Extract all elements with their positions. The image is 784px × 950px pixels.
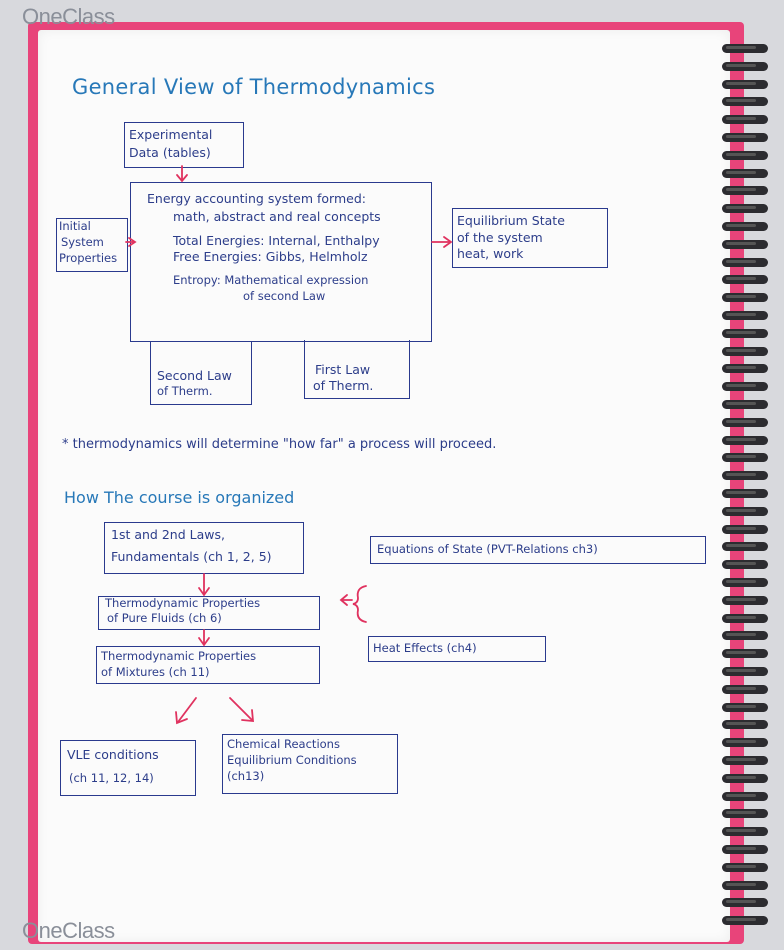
equilibrium-line-1: Equilibrium State <box>457 213 565 228</box>
curly-brace <box>353 586 366 622</box>
second-law-line-2: of Therm. <box>157 384 213 398</box>
eos-label: Equations of State (PVT-Relations ch3) <box>377 542 598 556</box>
center-line-2: math, abstract and real concepts <box>173 209 381 224</box>
brand-logo-bottom: OneClass <box>22 918 115 943</box>
vle-line-2: (ch 11, 12, 14) <box>69 771 154 785</box>
equilibrium-line-3: heat, work <box>457 246 524 261</box>
first-law-line-2: of Therm. <box>313 378 374 393</box>
center-line-6: of second Law <box>243 289 326 303</box>
section-heading: How The course is organized <box>64 488 295 507</box>
second-law-line-1: Second Law <box>157 368 232 383</box>
mixtures-line-1: Thermodynamic Properties <box>101 649 257 663</box>
experimental-line-1: Experimental <box>129 127 213 142</box>
equilibrium-line-2: of the system <box>457 230 543 245</box>
initial-line-2: System <box>61 235 104 249</box>
laws-line-1: 1st and 2nd Laws, <box>111 527 225 542</box>
experimental-line-2: Data (tables) <box>129 145 211 160</box>
pure-line-2: of Pure Fluids (ch 6) <box>107 611 222 625</box>
chem-line-3: (ch13) <box>227 769 265 783</box>
pure-line-1: Thermodynamic Properties <box>105 596 261 610</box>
heat-label: Heat Effects (ch4) <box>373 641 477 655</box>
brand-logo-top: OneClass <box>22 4 115 29</box>
thermodynamics-note: * thermodynamics will determine "how far" a process will proceed. <box>62 437 497 452</box>
arrow-to-chem <box>230 698 252 720</box>
laws-line-2: Fundamentals (ch 1, 2, 5) <box>111 549 272 564</box>
center-line-3: Total Energies: Internal, Enthalpy <box>173 233 380 248</box>
chem-line-2: Equilibrium Conditions <box>227 753 357 767</box>
first-law-line-1: First Law <box>315 362 371 377</box>
page-title: General View of Thermodynamics <box>72 75 436 99</box>
center-line-4: Free Energies: Gibbs, Helmholz <box>173 249 368 264</box>
mixtures-line-2: of Mixtures (ch 11) <box>101 665 210 679</box>
chem-line-1: Chemical Reactions <box>227 737 340 751</box>
center-line-5: Entropy: Mathematical expression <box>173 273 369 287</box>
initial-line-3: Properties <box>59 251 118 265</box>
initial-line-1: Initial <box>59 219 91 233</box>
vle-line-1: VLE conditions <box>67 747 159 762</box>
center-line-1: Energy accounting system formed: <box>147 191 366 206</box>
